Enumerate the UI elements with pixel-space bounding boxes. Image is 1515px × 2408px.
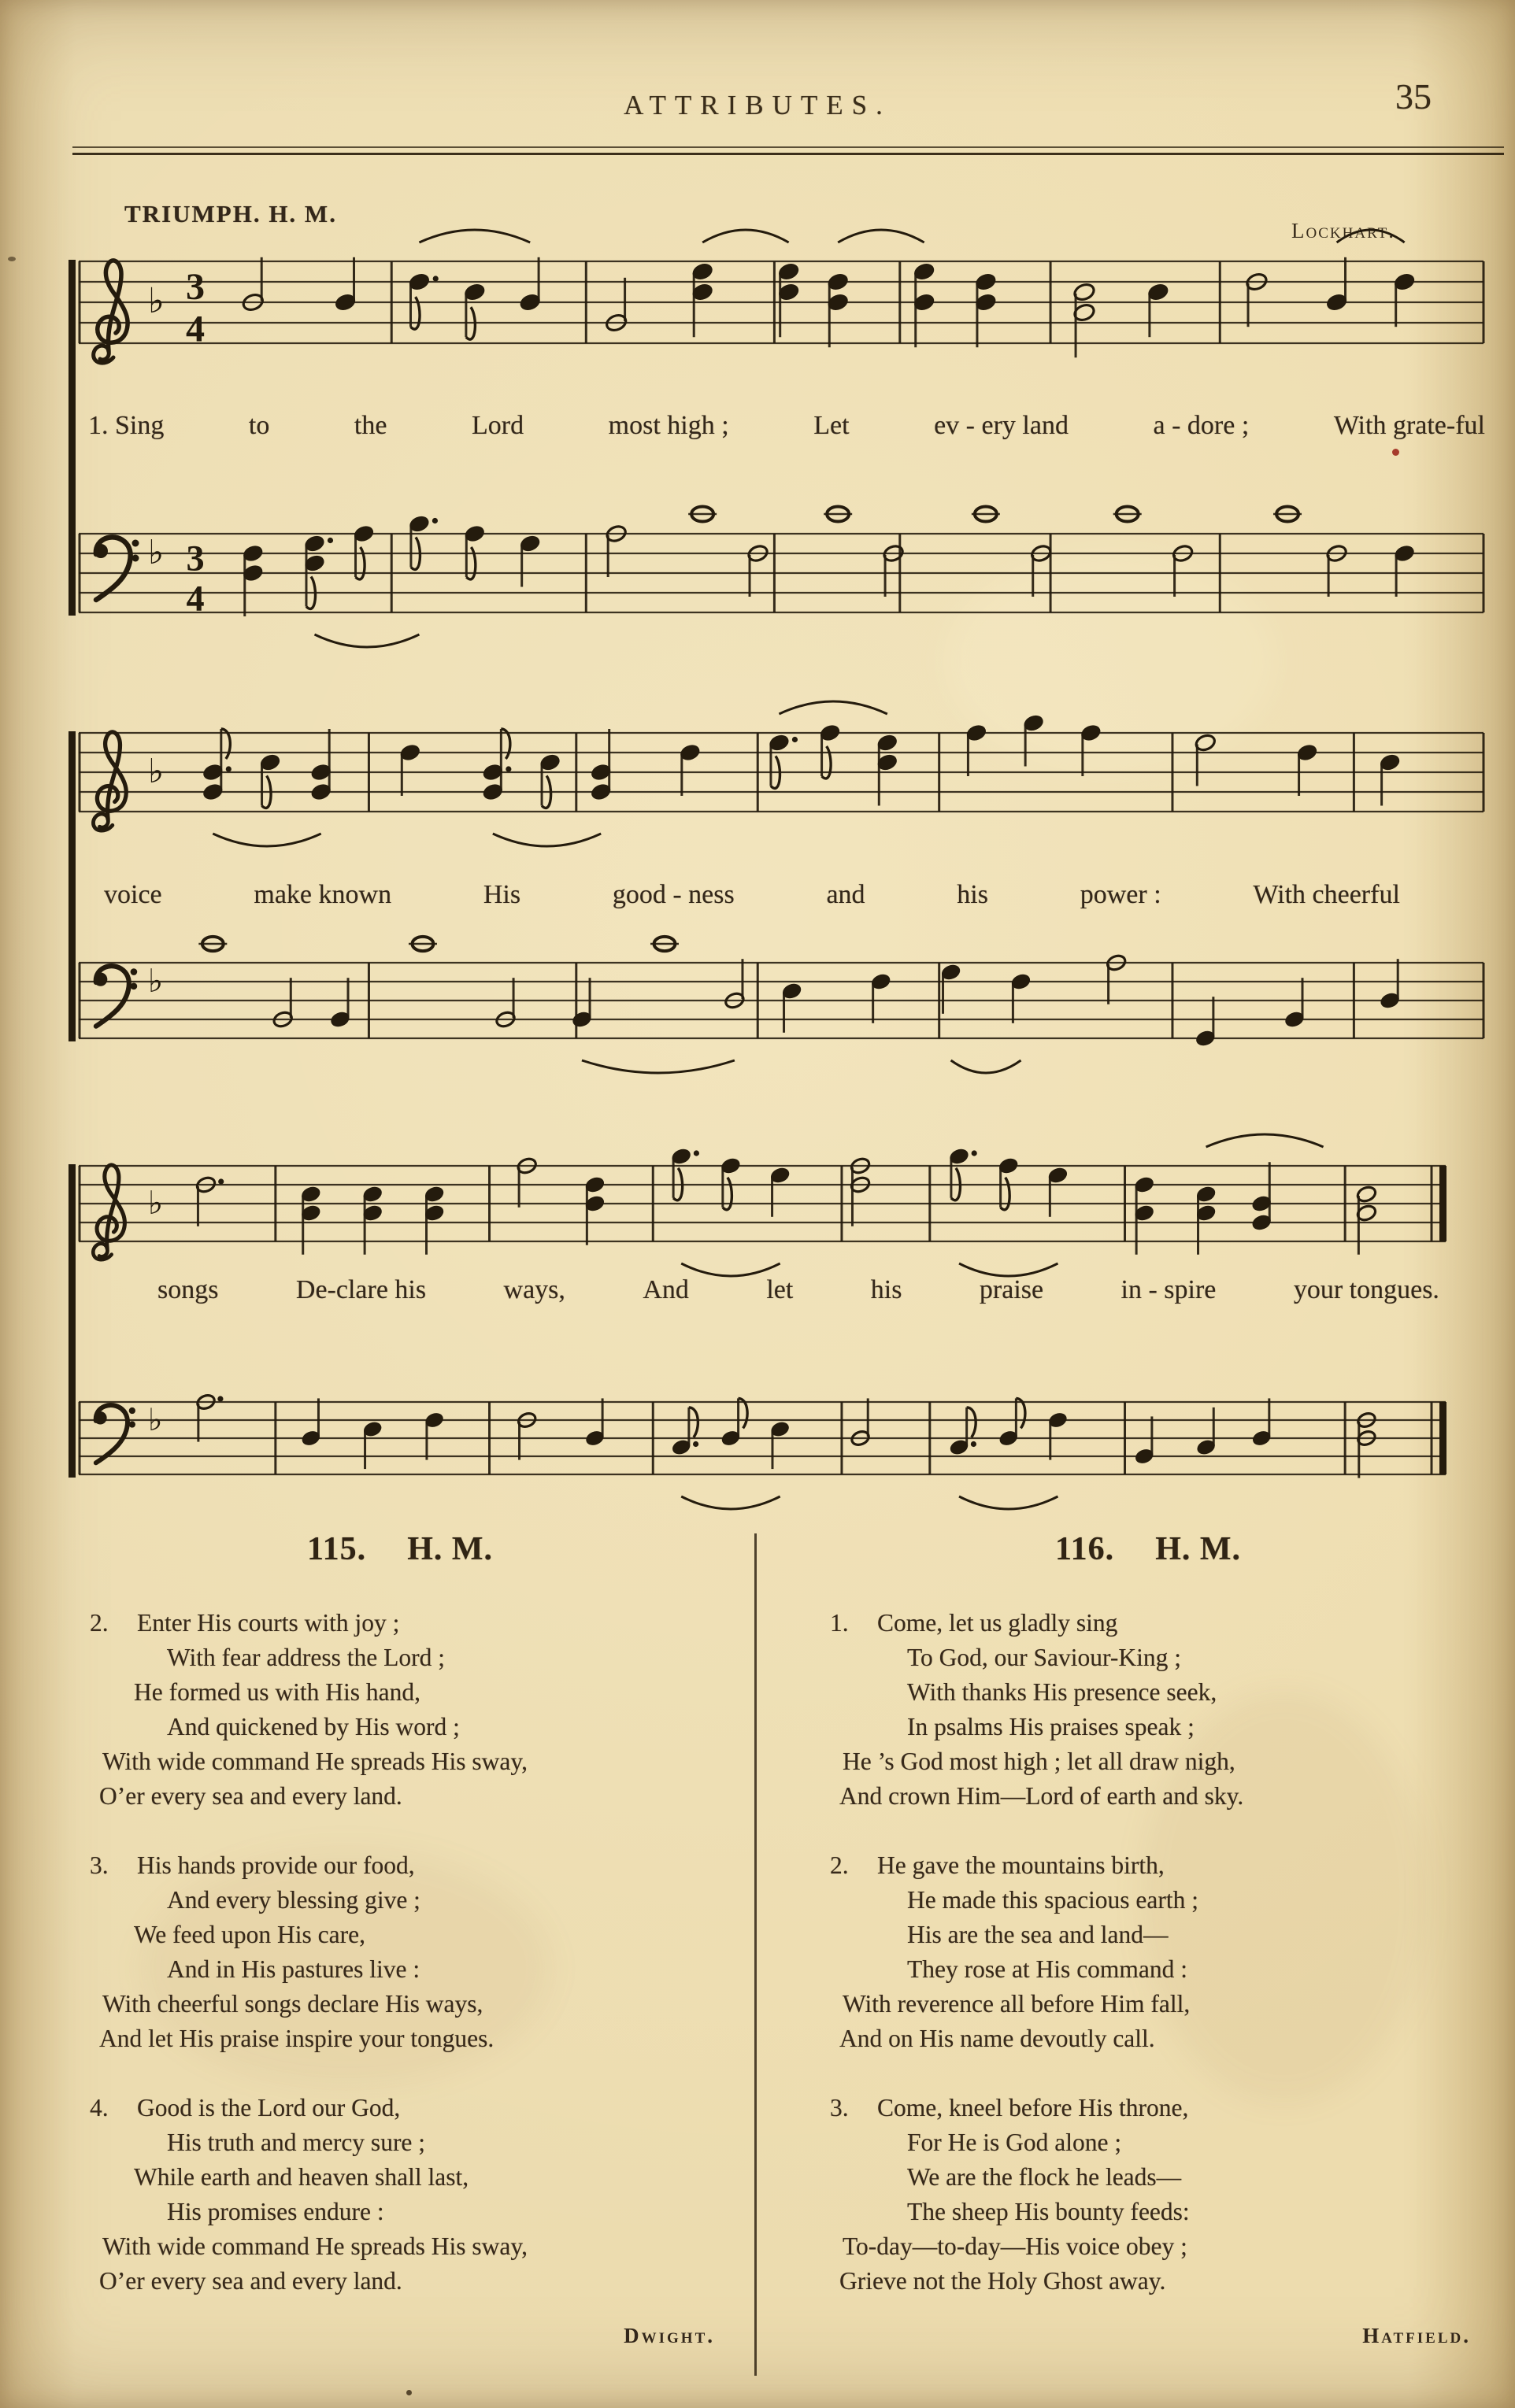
verse-line: With wide command He spreads His sway,	[102, 2232, 528, 2260]
lyric-word: His	[483, 880, 521, 909]
lyric-word: a - dore ;	[1153, 411, 1250, 440]
verse	[85, 2091, 715, 2299]
running-head	[0, 76, 1515, 139]
ink-speck	[8, 257, 16, 261]
lyric-word: his	[957, 880, 988, 909]
author-attribution: Dwight.	[624, 2324, 715, 2347]
verse	[825, 1848, 1471, 2056]
lyric-word: his	[870, 1275, 902, 1304]
verse-line: And crown Him—Lord of earth and sky.	[839, 1782, 1244, 1810]
author-attribution: Hatfield.	[1362, 2324, 1471, 2347]
lyric-word: Let	[813, 411, 850, 440]
verse-line: And on His name devoutly call.	[839, 2025, 1155, 2052]
verse-line: And let His praise inspire your tongues.	[99, 2025, 495, 2052]
verse-number: 3.	[830, 2094, 849, 2121]
page-number: 35	[1395, 76, 1432, 117]
verse-line: With cheerful songs declare His ways,	[102, 1990, 483, 2018]
lyric-word: and	[826, 880, 865, 909]
svg-text:♭: ♭	[148, 1403, 163, 1438]
lyric-word: most high ;	[608, 411, 729, 440]
hymn-116-heading	[825, 1530, 1471, 1568]
svg-text:♭: ♭	[148, 753, 165, 791]
lyric-word: the	[354, 411, 387, 440]
verse	[825, 2091, 1471, 2299]
verse-line: His are the sea and land—	[907, 1921, 1169, 1948]
lyric-word: good - ness	[612, 880, 735, 909]
verse-line: We feed upon His care,	[134, 1921, 365, 1948]
verse-number: 2.	[90, 1609, 109, 1637]
lyric-line-2	[104, 880, 1400, 910]
hymn-meter: H. M.	[1155, 1531, 1241, 1567]
lyric-word: With cheerful	[1253, 880, 1400, 909]
verse-number: 3.	[90, 1851, 109, 1879]
ink-speck	[1392, 449, 1399, 456]
hymn-meter: H. M.	[407, 1531, 493, 1567]
verse-line: He made this spacious earth ;	[907, 1886, 1199, 1914]
verse-line: With thanks His presence seek,	[907, 1678, 1217, 1706]
verse	[85, 1606, 715, 1814]
verse-number: 2.	[830, 1851, 849, 1879]
verse-line: To-day—to-day—His voice obey ;	[843, 2232, 1187, 2260]
lyric-word: De-clare his	[295, 1275, 427, 1304]
hymn-text-section	[0, 1530, 1515, 2404]
lyric-word: in - spire	[1121, 1275, 1217, 1304]
verse-line: The sheep His bounty feeds:	[907, 2198, 1190, 2225]
hymn-116-column	[825, 1530, 1471, 2348]
verse-number: 1.	[830, 1609, 849, 1637]
lyric-word: With grate-ful	[1333, 411, 1485, 440]
verse-line: We are the flock he leads—	[907, 2163, 1182, 2191]
lyric-word: songs	[157, 1275, 219, 1304]
verse	[85, 1848, 715, 2056]
lyric-word: praise	[979, 1275, 1044, 1304]
verse-line: His promises endure :	[167, 2198, 384, 2225]
svg-text:♭: ♭	[148, 534, 165, 572]
svg-text:♭: ♭	[148, 962, 164, 1000]
svg-text:4: 4	[186, 579, 205, 620]
svg-text:♭: ♭	[148, 281, 165, 321]
verse-line: With fear address the Lord ;	[167, 1644, 445, 1671]
verse-line: His hands provide our food,	[137, 1851, 415, 1879]
lyric-word: 1. Sing	[88, 411, 165, 440]
verse-line: While earth and heaven shall last,	[134, 2163, 469, 2191]
lyric-line-1	[88, 411, 1485, 441]
hymn-115-column	[85, 1530, 715, 2348]
lyric-word: voice	[104, 880, 162, 909]
lyric-word: ways,	[503, 1275, 565, 1304]
column-divider	[754, 1533, 757, 2376]
verse-line: In psalms His praises speak ;	[907, 1713, 1195, 1740]
verse-line: With reverence all before Him fall,	[843, 1990, 1191, 2018]
svg-text:♭: ♭	[148, 1184, 164, 1222]
composer-credit: Lockhart.	[1291, 219, 1395, 242]
lyric-word: your tongues.	[1293, 1275, 1439, 1304]
lyric-word: power :	[1080, 880, 1161, 909]
verse-line: And every blessing give ;	[167, 1886, 420, 1914]
lyric-word: ev - ery land	[934, 411, 1069, 440]
svg-text:3: 3	[186, 538, 205, 579]
verse-line: They rose at His command :	[907, 1955, 1188, 1983]
verse-line: And in His pastures live :	[167, 1955, 420, 1983]
tune-title: TRIUMPH. H. M.	[124, 200, 337, 227]
verse-line: Enter His courts with joy ;	[137, 1609, 400, 1637]
verse-number: 4.	[90, 2094, 109, 2121]
hymn-115-heading	[85, 1530, 715, 1568]
verse-line: With wide command He spreads His sway,	[102, 1748, 528, 1775]
verse-line: He ’s God most high ; let all draw nigh,	[843, 1748, 1235, 1775]
verse-line: Good is the Lord our God,	[137, 2094, 401, 2121]
lyric-word: make known	[254, 880, 392, 909]
verse-line: Come, kneel before His throne,	[877, 2094, 1189, 2121]
verse-line: His truth and mercy sure ;	[167, 2129, 426, 2156]
verse-line: O’er every sea and every land.	[99, 2267, 402, 2295]
paper-stain	[945, 551, 1276, 771]
verse-line: And quickened by His word ;	[167, 1713, 460, 1740]
verse-line: Come, let us gladly sing	[877, 1609, 1118, 1637]
verse-line: For He is God alone ;	[907, 2129, 1122, 2156]
lyric-word: let	[766, 1275, 794, 1304]
section-header: ATTRIBUTES.	[624, 90, 891, 120]
lyric-word: to	[248, 411, 270, 440]
hymn-number: 116.	[1055, 1531, 1115, 1567]
verse-line: To God, our Saviour-King ;	[907, 1644, 1182, 1671]
verse-line: He gave the mountains birth,	[877, 1851, 1165, 1879]
svg-text:3: 3	[185, 266, 206, 309]
verse-line: He formed us with His hand,	[134, 1678, 420, 1706]
verse	[825, 1606, 1471, 1814]
verse-line: Grieve not the Holy Ghost away.	[839, 2267, 1166, 2295]
hymn-number: 115.	[307, 1531, 367, 1567]
lyric-line-3	[157, 1275, 1439, 1305]
verse-line: O’er every sea and every land.	[99, 1782, 402, 1810]
lyric-word: And	[643, 1275, 689, 1304]
svg-text:4: 4	[185, 308, 206, 350]
lyric-word: Lord	[472, 411, 524, 440]
header-rule	[72, 146, 1504, 155]
